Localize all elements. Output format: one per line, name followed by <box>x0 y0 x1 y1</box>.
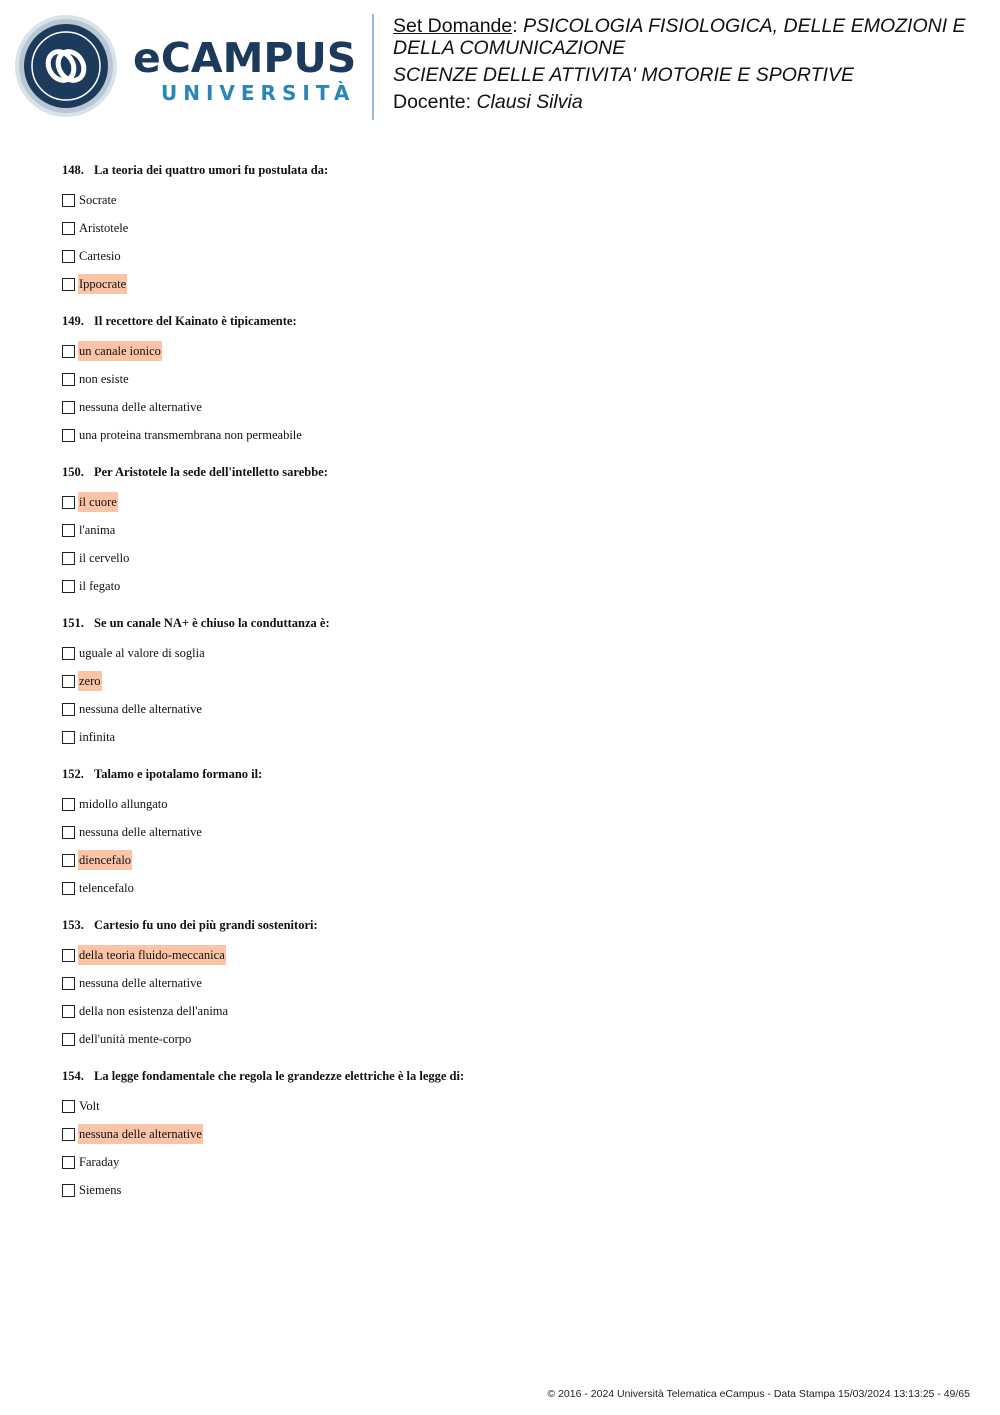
answer-text: non esiste <box>79 372 129 386</box>
answer-checkbox[interactable] <box>62 401 75 414</box>
ecampus-wordmark <box>133 36 356 104</box>
set-title-line <box>393 15 983 59</box>
question-title <box>62 462 962 482</box>
answer-option[interactable] <box>62 667 962 695</box>
answer-option[interactable] <box>62 242 962 270</box>
universita-wordmark-text: UNIVERSITÀ <box>161 81 356 105</box>
question-number: 153. <box>62 918 84 932</box>
question-block <box>62 311 962 449</box>
answer-text: infinita <box>79 730 116 744</box>
question-number: 150. <box>62 465 84 479</box>
answer-checkbox[interactable] <box>62 826 75 839</box>
answer-checkbox[interactable] <box>62 496 75 509</box>
ecampus-wordmark-text: eCAMPUS <box>133 34 357 82</box>
question-block <box>62 160 962 298</box>
answer-option[interactable] <box>62 421 962 449</box>
teacher-name: Clausi Silvia <box>476 91 583 113</box>
answer-text-correct: nessuna delle alternative <box>78 1124 203 1144</box>
question-list <box>62 160 962 1217</box>
answer-checkbox[interactable] <box>62 977 75 990</box>
answer-option[interactable] <box>62 186 962 214</box>
answer-text: l'anima <box>79 523 116 537</box>
answer-text: il fegato <box>79 579 121 593</box>
answer-text: uguale al valore di soglia <box>79 646 205 660</box>
answer-option[interactable] <box>62 1176 962 1204</box>
answer-option[interactable] <box>62 818 962 846</box>
set-colon: : <box>512 15 524 37</box>
answer-checkbox[interactable] <box>62 222 75 235</box>
answer-checkbox[interactable] <box>62 552 75 565</box>
answer-checkbox[interactable] <box>62 250 75 263</box>
answer-text: Socrate <box>79 193 117 207</box>
answer-text: Siemens <box>79 1183 122 1197</box>
question-text: Il recettore del Kainato è tipicamente: <box>94 314 297 328</box>
question-title <box>62 160 962 180</box>
answer-text-correct: il cuore <box>78 492 118 512</box>
question-number: 149. <box>62 314 84 328</box>
answer-checkbox[interactable] <box>62 1100 75 1113</box>
question-title <box>62 311 962 331</box>
question-block <box>62 1066 962 1204</box>
question-number: 148. <box>62 163 84 177</box>
answer-option[interactable] <box>62 1025 962 1053</box>
question-number: 151. <box>62 616 84 630</box>
answer-checkbox[interactable] <box>62 647 75 660</box>
page-footer: © 2016 - 2024 Università Telematica eCampus - Data Stampa 15/03/2024 13:13:25 - 49/65 <box>547 1388 970 1400</box>
answer-text: Aristotele <box>79 221 129 235</box>
set-label: Set Domande <box>393 15 513 37</box>
answer-text: nessuna delle alternative <box>79 825 202 839</box>
answer-option[interactable] <box>62 695 962 723</box>
answer-option[interactable] <box>62 337 962 365</box>
answer-checkbox[interactable] <box>62 882 75 895</box>
question-text: Per Aristotele la sede dell'intelletto sarebbe: <box>94 465 328 479</box>
question-block <box>62 462 962 600</box>
answer-option[interactable] <box>62 214 962 242</box>
question-text: Se un canale NA+ è chiuso la conduttanza è: <box>94 616 330 630</box>
answer-text-correct: un canale ionico <box>78 341 162 361</box>
question-number: 154. <box>62 1069 84 1083</box>
page-header <box>0 0 1000 130</box>
answer-option[interactable] <box>62 1120 962 1148</box>
answer-checkbox[interactable] <box>62 1128 75 1141</box>
answer-text: Faraday <box>79 1155 120 1169</box>
answer-checkbox[interactable] <box>62 731 75 744</box>
answer-checkbox[interactable] <box>62 524 75 537</box>
question-block <box>62 764 962 902</box>
answer-option[interactable] <box>62 572 962 600</box>
answer-text: nessuna delle alternative <box>79 702 202 716</box>
answer-text: Volt <box>79 1099 100 1113</box>
question-title <box>62 764 962 784</box>
answer-option[interactable] <box>62 516 962 544</box>
answer-text-correct: della teoria fluido-meccanica <box>78 945 226 965</box>
answer-option[interactable] <box>62 874 962 902</box>
question-title <box>62 1066 962 1086</box>
answer-text: telencefalo <box>79 881 134 895</box>
answer-option[interactable] <box>62 365 962 393</box>
answer-option[interactable] <box>62 544 962 572</box>
answer-text-correct: diencefalo <box>78 850 132 870</box>
answer-option[interactable] <box>62 941 962 969</box>
answer-text: midollo allungato <box>79 797 168 811</box>
answer-text: dell'unità mente-corpo <box>79 1032 192 1046</box>
answer-option[interactable] <box>62 639 962 667</box>
answer-checkbox[interactable] <box>62 1005 75 1018</box>
answer-option[interactable] <box>62 393 962 421</box>
answer-checkbox[interactable] <box>62 675 75 688</box>
answer-checkbox[interactable] <box>62 798 75 811</box>
answer-checkbox[interactable] <box>62 345 75 358</box>
answer-option[interactable] <box>62 1092 962 1120</box>
answer-checkbox[interactable] <box>62 580 75 593</box>
answer-option[interactable] <box>62 723 962 751</box>
question-title <box>62 613 962 633</box>
answer-option[interactable] <box>62 997 962 1025</box>
ecampus-seal-logo <box>14 14 118 118</box>
teacher-line <box>393 91 983 113</box>
answer-text-correct: Ippocrate <box>78 274 127 294</box>
answer-checkbox[interactable] <box>62 703 75 716</box>
answer-checkbox[interactable] <box>62 1156 75 1169</box>
answer-text: il cervello <box>79 551 130 565</box>
answer-option[interactable] <box>62 969 962 997</box>
answer-option[interactable] <box>62 1148 962 1176</box>
question-text: La teoria dei quattro umori fu postulata da: <box>94 163 329 177</box>
question-title <box>62 915 962 935</box>
question-number: 152. <box>62 767 84 781</box>
answer-checkbox[interactable] <box>62 949 75 962</box>
header-divider <box>372 14 374 120</box>
answer-text: una proteina transmembrana non permeabile <box>79 428 302 442</box>
question-block <box>62 613 962 751</box>
answer-checkbox[interactable] <box>62 194 75 207</box>
set-info <box>393 15 983 113</box>
answer-checkbox[interactable] <box>62 278 75 291</box>
answer-text: della non esistenza dell'anima <box>79 1004 229 1018</box>
answer-text: nessuna delle alternative <box>79 976 202 990</box>
question-text: Talamo e ipotalamo formano il: <box>94 767 263 781</box>
answer-text-correct: zero <box>78 671 102 691</box>
answer-checkbox[interactable] <box>62 373 75 386</box>
answer-checkbox[interactable] <box>62 429 75 442</box>
answer-text: nessuna delle alternative <box>79 400 202 414</box>
answer-option[interactable] <box>62 790 962 818</box>
answer-option[interactable] <box>62 846 962 874</box>
answer-checkbox[interactable] <box>62 1184 75 1197</box>
answer-checkbox[interactable] <box>62 1033 75 1046</box>
course-name: SCIENZE DELLE ATTIVITA' MOTORIE E SPORTIVE <box>393 64 854 86</box>
question-block <box>62 915 962 1053</box>
teacher-label: Docente: <box>393 91 477 113</box>
question-text: Cartesio fu uno dei più grandi sostenitori: <box>94 918 318 932</box>
answer-text: Cartesio <box>79 249 121 263</box>
set-title: PSICOLOGIA FISIOLOGICA, DELLE EMOZIONI E DELLA COMUNICAZIONE <box>393 15 966 59</box>
answer-checkbox[interactable] <box>62 854 75 867</box>
answer-option[interactable] <box>62 488 962 516</box>
question-text: La legge fondamentale che regola le grandezze elettriche è la legge di: <box>94 1069 465 1083</box>
answer-option[interactable] <box>62 270 962 298</box>
